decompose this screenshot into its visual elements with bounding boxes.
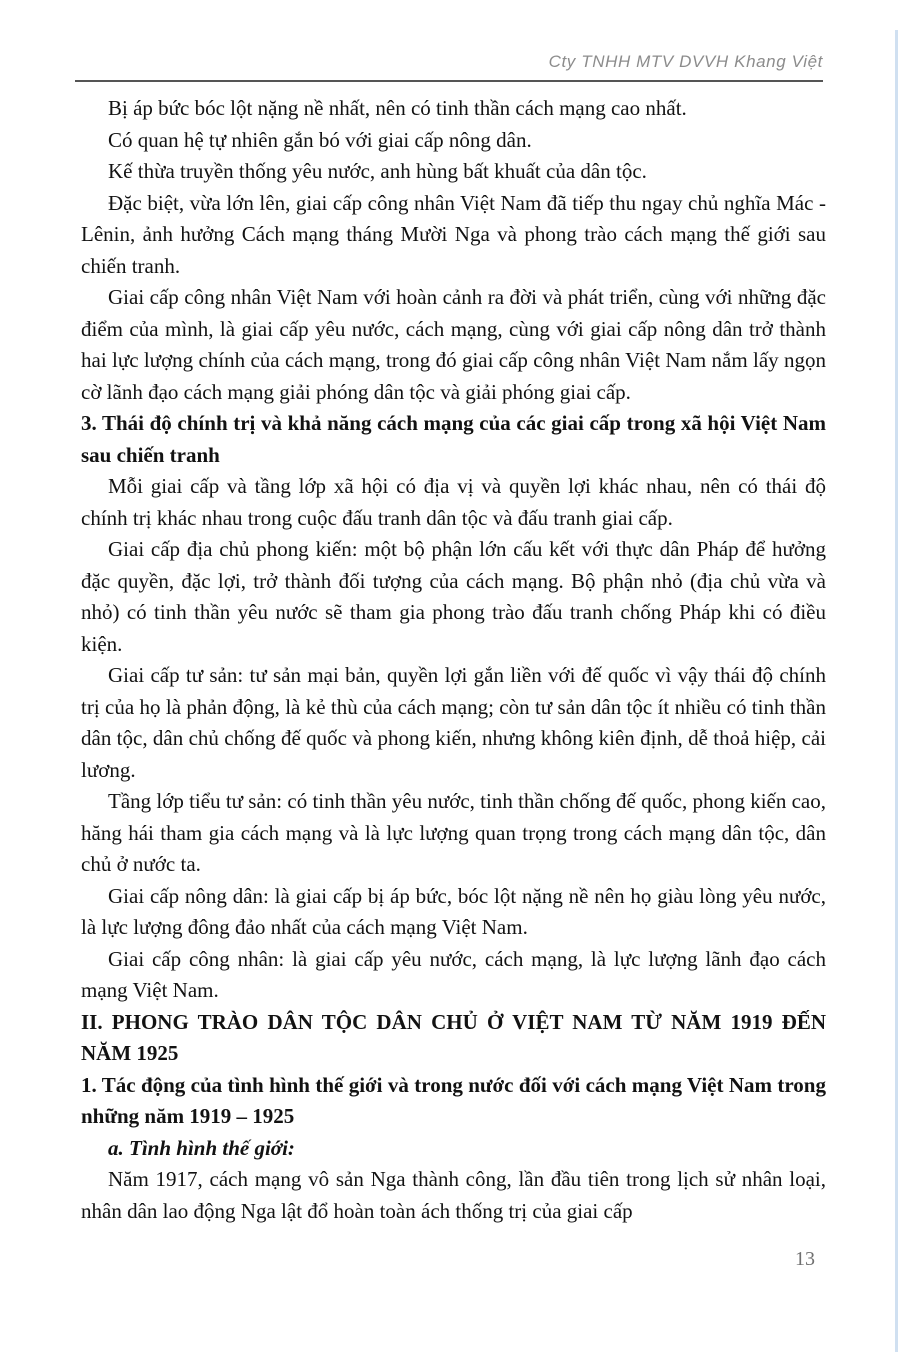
page-header-company: Cty TNHH MTV DVVH Khang Việt [548,52,823,71]
paragraph: Có quan hệ tự nhiên gắn bó với giai cấp nông dân. [108,127,532,152]
paragraph: Bị áp bức bóc lột nặng nề nhất, nên có tinh thần cách mạng cao nhất. [108,96,687,120]
paragraph: Giai cấp công nhân: là giai cấp yêu nước, cách mạng, là lực lượng lãnh đạo cách mạng Việt Nam. [81,946,826,1002]
subsection-heading: a. Tình hình thế giới: [108,1135,295,1160]
document-body [81,93,826,1227]
paragraph: Đặc biệt, vừa lớn lên, giai cấp công nhân Việt Nam đã tiếp thu ngay chủ nghĩa Mác - Lênin, ảnh hưởng Cách mạng tháng Mười Nga và phong trào cách mạng thế giới sau chiến tranh. [81,190,826,278]
section-heading: II. PHONG TRÀO DÂN TỘC DÂN CHỦ Ở VIỆT NAM TỪ NĂM 1919 ĐẾN NĂM 1925 [81,1009,826,1065]
paragraph: Tầng lớp tiểu tư sản: có tinh thần yêu nước, tinh thần chống đế quốc, phong kiến cao, hăng hái tham gia cách mạng và là lực lượng quan trọng trong cách mạng dân tộc, dân chủ ở nước ta. [81,789,826,876]
page-number: 13 [795,1248,815,1270]
section-heading: 1. Tác động của tình hình thế giới và trong nước đối với cách mạng Việt Nam trong những năm 1919 – 1925 [81,1072,826,1128]
paragraph: Năm 1917, cách mạng vô sản Nga thành công, lần đầu tiên trong lịch sử nhân loại, nhân dân lao động Nga lật đổ hoàn toàn ách thống trị của giai cấp [81,1167,826,1223]
paragraph: Kế thừa truyền thống yêu nước, anh hùng bất khuất của dân tộc. [108,159,647,183]
paragraph: Giai cấp công nhân Việt Nam với hoàn cảnh ra đời và phát triển, cùng với những đặc điểm của mình, là giai cấp yêu nước, cách mạng, cùng với giai cấp nông dân trở thành hai lực lượng chính của cách mạng, trong đó giai cấp công nhân Việt Nam nắm lấy ngọn cờ lãnh đạo cách mạng giải phóng dân tộc và giải phóng giai cấp. [81,285,826,404]
paragraph: Giai cấp nông dân: là giai cấp bị áp bức, bóc lột nặng nề nên họ giàu lòng yêu nước, là lực lượng đông đảo nhất của cách mạng Việt Nam. [81,883,826,939]
section-heading: 3. Thái độ chính trị và khả năng cách mạng của các giai cấp trong xã hội Việt Nam sau chiến tranh [81,411,826,467]
paragraph: Mỗi giai cấp và tầng lớp xã hội có địa vị và quyền lợi khác nhau, nên có thái độ chính trị khác nhau trong cuộc đấu tranh dân tộc và đấu tranh giai cấp. [81,474,826,530]
paragraph: Giai cấp tư sản: tư sản mại bản, quyền lợi gắn liền với đế quốc vì vậy thái độ chính trị của họ là phản động, là kẻ thù của cách mạng; còn tư sản dân tộc ít nhiều có tinh thần dân tộc, dân chủ chống đế quốc và phong kiến, nhưng không kiên định, dễ thoả hiệp, cải lương. [81,663,826,782]
header-rule [75,80,823,82]
paragraph: Giai cấp địa chủ phong kiến: một bộ phận lớn cấu kết với thực dân Pháp để hưởng đặc quyền, đặc lợi, trở thành đối tượng của cách mạng. Bộ phận nhỏ (địa chủ vừa và nhỏ) có tinh thần yêu nước sẽ tham gia phong trào đấu tranh chống Pháp khi có điều kiện. [81,537,826,656]
